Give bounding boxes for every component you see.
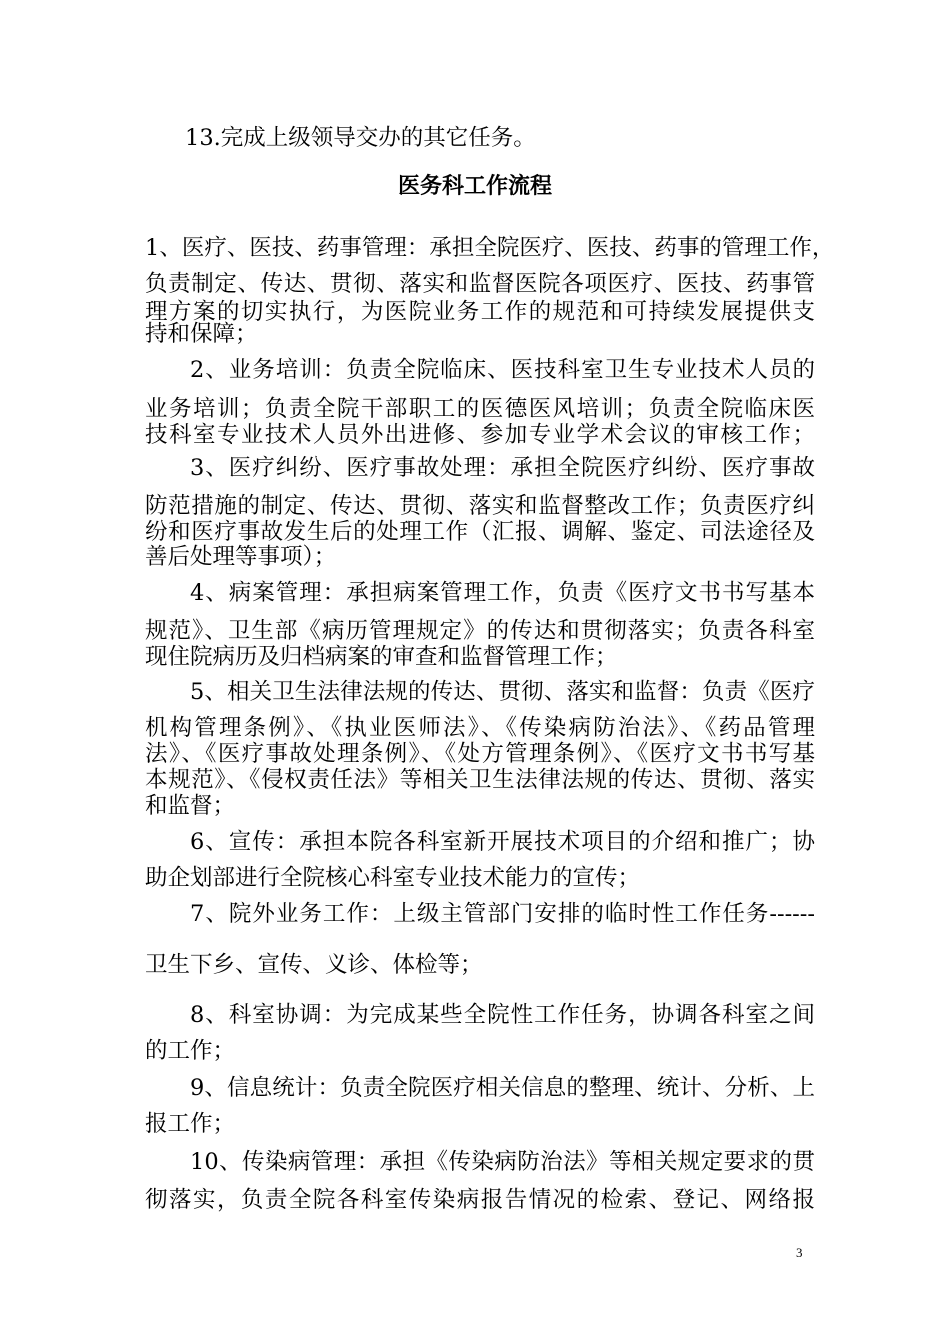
paragraph-line: 机构管理条例》、《执业医师法》、《传染病防治法》、《药品管理 — [145, 715, 815, 741]
paragraph-line: 5、相关卫生法律法规的传达、贯彻、落实和监督：负责《医疗 — [190, 679, 815, 705]
paragraph-line: 1、医疗、医技、药事管理：承担全院医疗、医技、药事的管理工作， — [145, 235, 835, 261]
paragraph-line: 的工作； — [145, 1038, 236, 1064]
section-title: 医务科工作流程 — [397, 173, 552, 199]
paragraph-line: 防范措施的制定、传达、贯彻、落实和监督整改工作；负责医疗纠 — [145, 493, 815, 519]
paragraph-line: 纷和医疗事故发生后的处理工作（汇报、调解、鉴定、司法途径及 — [145, 519, 815, 545]
paragraph-line: 6、宣传：承担本院各科室新开展技术项目的介绍和推广；协 — [190, 829, 815, 855]
paragraph-line: 业务培训；负责全院干部职工的医德医风培训；负责全院临床医 — [145, 396, 815, 422]
paragraph-line: 善后处理等事项）； — [145, 544, 337, 570]
paragraph-line: 报工作； — [145, 1111, 236, 1137]
paragraph-line: 理方案的切实执行，为医院业务工作的规范和可持续发展提供支 — [145, 299, 815, 325]
paragraph-line: 现住院病历及归档病案的审查和监督管理工作； — [145, 644, 618, 670]
paragraph-line: 卫生下乡、宣传、义诊、体检等； — [145, 952, 483, 978]
paragraph-line: 本规范》、《侵权责任法》等相关卫生法律法规的传达、贯彻、落实 — [145, 767, 815, 793]
paragraph-line: 彻落实，负责全院各科室传染病报告情况的检索、登记、网络报 — [145, 1187, 815, 1213]
paragraph-line: 3、医疗纠纷、医疗事故处理：承担全院医疗纠纷、医疗事故 — [190, 455, 815, 481]
paragraph-line: 9、信息统计：负责全院医疗相关信息的整理、统计、分析、上 — [190, 1075, 815, 1101]
paragraph-line: 技科室专业技术人员外出进修、参加专业学术会议的审核工作； — [145, 422, 815, 448]
paragraph-line: 和监督； — [145, 793, 236, 819]
paragraph-line: 法》、《医疗事故处理条例》、《处方管理条例》、《医疗文书书写基 — [145, 741, 815, 767]
paragraph-line: 负责制定、传达、贯彻、落实和监督医院各项医疗、医技、药事管 — [145, 271, 815, 297]
paragraph-line: 10、传染病管理：承担《传染病防治法》等相关规定要求的贯 — [190, 1149, 815, 1175]
paragraph-line: 7、院外业务工作：上级主管部门安排的临时性工作任务------ — [190, 901, 815, 927]
page-number: 3 — [796, 1245, 803, 1260]
paragraph-line: 2、业务培训：负责全院临床、医技科室卫生专业技术人员的 — [190, 357, 815, 383]
intro-item: 13.完成上级领导交办的其它任务。 — [185, 125, 536, 151]
paragraph-line: 助企划部进行全院核心科室专业技术能力的宣传； — [145, 865, 641, 891]
paragraph-line: 持和保障； — [145, 321, 258, 347]
paragraph-line: 8、科室协调：为完成某些全院性工作任务，协调各科室之间 — [190, 1002, 815, 1028]
paragraph-line: 4、病案管理：承担病案管理工作，负责《医疗文书书写基本 — [190, 580, 815, 606]
paragraph-line: 规范》、卫生部《病历管理规定》的传达和贯彻落实；负责各科室 — [145, 618, 815, 644]
